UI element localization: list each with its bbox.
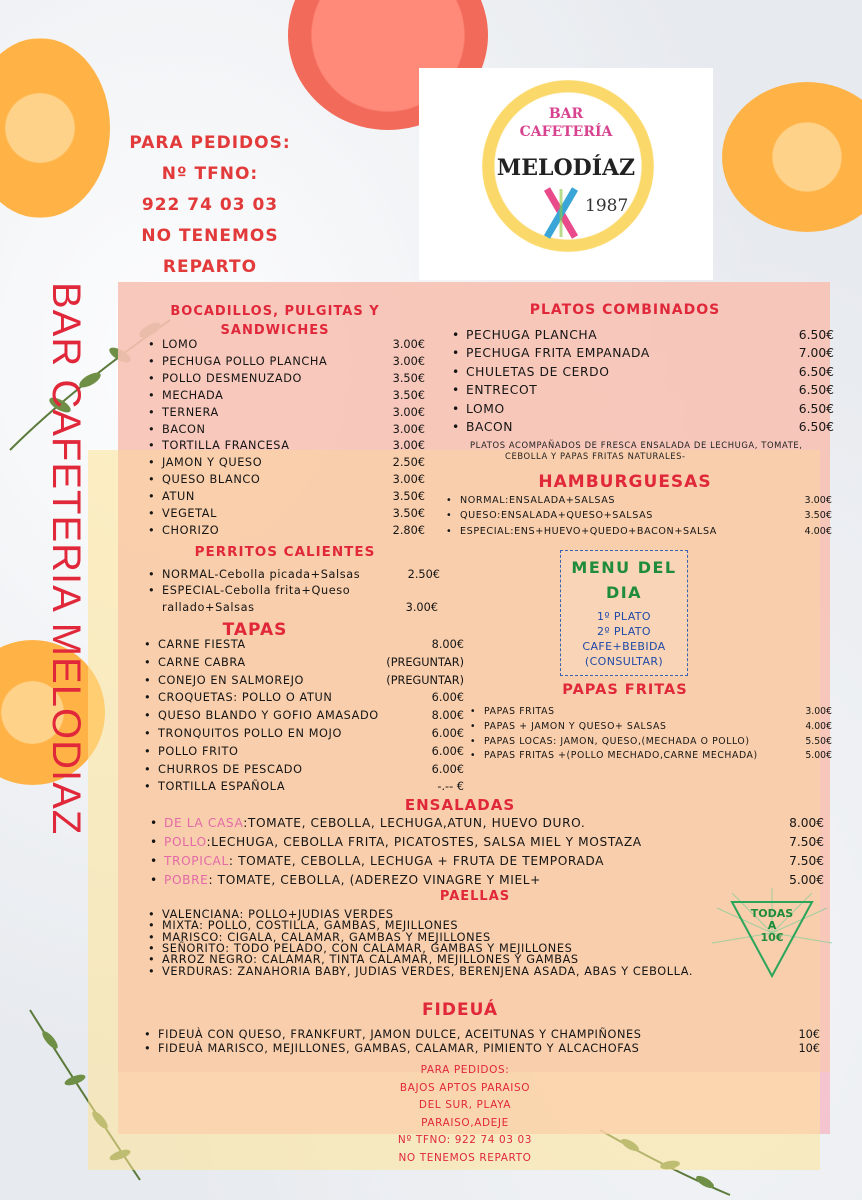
item-name: MARISCO: CIGALA, CALAMAR, GAMBAS Y MEJILLONES — [162, 930, 491, 944]
list-item — [144, 709, 379, 722]
item-price: 6.00€ — [431, 744, 464, 758]
salad-label: DE LA CASA — [164, 816, 244, 830]
bullet-icon: • — [144, 1042, 152, 1055]
menu-title-line: MENU DEL — [571, 558, 677, 577]
bullet-icon: • — [148, 371, 156, 385]
bullet-icon: • — [470, 750, 477, 762]
item-name: CROQUETAS: POLLO O ATUN — [158, 691, 333, 705]
badge-line: A — [767, 919, 777, 932]
item-price: 4.00€ — [804, 525, 832, 537]
list-item — [148, 355, 327, 368]
list-item — [144, 727, 342, 740]
bullet-icon: • — [148, 953, 156, 967]
list-item — [452, 346, 650, 360]
list-item — [148, 490, 195, 503]
item-name: CONEJO EN SALMOREJO — [158, 673, 305, 687]
bullet-icon: • — [148, 964, 156, 978]
item-name: LOMO — [162, 338, 198, 351]
salad-description: : TOMATE, CEBOLLA, (ADEREZO VINAGRE Y MIEL+ — [208, 873, 541, 887]
bullet-icon: • — [148, 338, 156, 351]
item-price: 3.50€ — [392, 490, 425, 504]
item-name: PAPAS LOCAS: JAMON, QUESO,(MECHADA O POLLO) — [484, 735, 750, 747]
bullet-icon: • — [144, 762, 152, 776]
bullet-icon: • — [148, 507, 156, 520]
bullet-icon: • — [452, 401, 460, 416]
bullet-icon: • — [150, 854, 158, 868]
item-name: BACON — [466, 420, 514, 434]
item-price: 3.00€ — [392, 422, 425, 436]
footer-line: PARA PEDIDOS: — [420, 1064, 510, 1076]
item-price: 3.00€ — [392, 439, 425, 453]
orders-line: Nº TFNO: — [161, 164, 259, 184]
bullet-icon: • — [148, 919, 156, 933]
menu-del-dia-box — [560, 550, 688, 676]
item-name: CHURROS DE PESCADO — [158, 762, 303, 776]
list-item — [148, 456, 262, 469]
item-name: QUESO BLANDO Y GOFIO AMASADO — [158, 709, 379, 723]
section-title-paellas: PAELLAS — [439, 889, 511, 904]
list-item — [150, 835, 642, 849]
section-title-tapas: TAPAS — [222, 620, 288, 640]
item-name: NORMAL-Cebolla picada+Salsas — [162, 568, 361, 581]
item-price: 3.00€ — [392, 405, 425, 419]
item-name: PAPAS + JAMON Y QUESO+ SALSAS — [484, 720, 667, 732]
section-title-ensaladas: ENSALADAS — [404, 796, 516, 814]
menu-item: 2º PLATO — [597, 625, 651, 638]
item-name: PAPAS FRITAS +(POLLO MECHADO,CARNE MECHADA) — [484, 750, 758, 762]
item-price: 5.50€ — [805, 735, 832, 747]
item-price: 6.50€ — [798, 383, 834, 398]
bullet-icon: • — [470, 706, 477, 717]
list-item — [452, 383, 537, 397]
item-name: POLLO FRITO — [158, 744, 239, 758]
item-name: ATUN — [162, 490, 195, 504]
item-name: PECHUGA POLLO PLANCHA — [162, 354, 328, 368]
item-price: 3.50€ — [392, 371, 425, 385]
footer-line: BAJOS APTOS PARAISO — [399, 1081, 531, 1094]
item-name: ENTRECOT — [466, 383, 538, 398]
bullet-icon: • — [148, 456, 156, 470]
list-item: • ESPECIAL-Cebolla frita+Queso — [148, 584, 351, 597]
bullet-icon: • — [144, 744, 152, 758]
item-name: JAMON Y QUESO — [162, 456, 263, 470]
bullet-icon: • — [148, 439, 156, 453]
item-name: ESPECIAL:ENS+HUEVO+QUEDO+BACON+SALSA — [460, 525, 717, 537]
orders-line: NO TENEMOS — [141, 226, 279, 246]
list-item — [144, 1042, 639, 1055]
item-price: 6.50€ — [798, 328, 834, 342]
platos-note: PLATOS ACOMPAÑADOS DE FRESCA ENSALADA DE LECHUGA, TOMATE, — [470, 440, 803, 450]
salad-label: POLLO — [164, 835, 207, 849]
list-item — [148, 965, 693, 978]
salad-label: POBRE — [164, 873, 209, 887]
item-price: 3.00€ — [405, 601, 438, 614]
item-price: 4.00€ — [805, 720, 832, 732]
footer-line: Nº TFNO: 922 74 03 03 — [397, 1134, 533, 1146]
list-item — [144, 638, 246, 651]
bullet-icon: • — [452, 364, 460, 379]
item-price: (PREGUNTAR) — [386, 655, 464, 669]
orders-info-footer — [360, 1062, 570, 1167]
bullet-icon: • — [148, 908, 156, 921]
bullet-icon: • — [144, 709, 152, 723]
logo-bar-text: BAR — [548, 106, 584, 122]
list-item — [144, 763, 303, 776]
list-item — [144, 745, 238, 758]
bullet-icon: • — [148, 473, 156, 487]
list-item — [144, 674, 304, 687]
item-name: NORMAL:ENSALADA+SALSAS — [460, 495, 616, 506]
list-item: • NORMAL-Cebolla picada+Salsas — [148, 568, 361, 581]
bullet-icon: • — [144, 691, 152, 705]
list-item — [446, 526, 717, 537]
item-price: 7.50€ — [789, 835, 824, 849]
vertical-title: BAR CAFETERIA MELODIAZ — [44, 282, 88, 836]
list-item — [148, 423, 206, 436]
item-name: FIDEUÀ CON QUESO, FRANKFURT, JAMON DULCE, ACEITUNAS Y CHAMPIÑONES — [158, 1028, 642, 1041]
badge-line: TODAS — [750, 907, 794, 920]
bullet-icon: • — [148, 388, 156, 402]
salad-description: : TOMATE, CEBOLLA, LECHUGA + FRUTA DE TEMPORADA — [228, 854, 605, 868]
list-item — [470, 721, 666, 732]
item-name-continued: rallado+Salsas — [162, 601, 255, 614]
item-name: SEÑORITO: TODO PELADO, CON CALAMAR, GAMBAS Y MEJILLONES — [162, 941, 573, 955]
footer-line: DEL SUR, PLAYA — [418, 1099, 512, 1111]
list-item — [150, 854, 604, 868]
item-price: 3.50€ — [392, 388, 425, 402]
menu-del-dia-title — [561, 555, 687, 605]
price-badge-text — [732, 908, 812, 944]
logo-cafeteria-text: CAFETERÍA — [519, 124, 613, 140]
list-item — [446, 495, 615, 506]
bullet-icon: • — [452, 420, 460, 434]
section-title-line: SANDWICHES — [220, 323, 330, 338]
fork-knife-icon — [543, 185, 579, 241]
item-name: POLLO DESMENUZADO — [162, 371, 303, 385]
bullet-icon: • — [144, 1028, 152, 1041]
item-name: BACON — [162, 422, 206, 436]
section-title-perritos: PERRITOS CALIENTES — [194, 544, 376, 560]
item-price: 8.00€ — [789, 816, 824, 830]
section-title-papas: PAPAS FRITAS — [562, 682, 688, 698]
list-item — [148, 389, 223, 402]
footer-line: NO TENEMOS REPARTO — [398, 1151, 532, 1164]
item-price: 10€ — [798, 1042, 820, 1055]
bullet-icon: • — [144, 655, 152, 669]
bullet-icon: • — [148, 490, 156, 504]
menu-title-line: DIA — [605, 583, 643, 602]
list-item — [470, 706, 555, 717]
bullet-icon: • — [446, 510, 453, 522]
item-price: 3.00€ — [392, 354, 425, 368]
section-title-bocadillos — [150, 302, 400, 340]
item-price: 2.50€ — [407, 568, 440, 581]
list-item — [446, 510, 653, 521]
list-item — [144, 1028, 642, 1041]
list-item — [148, 507, 217, 520]
item-name: TORTILLA FRANCESA — [162, 439, 290, 453]
bullet-icon: • — [144, 727, 152, 740]
salad-label: TROPICAL — [164, 854, 229, 868]
item-name: FIDEUÀ MARISCO, MEJILLONES, GAMBAS, CALAMAR, PIMIENTO Y ALCACHOFAS — [158, 1042, 640, 1055]
list-item — [144, 780, 285, 793]
section-title-hamburguesas: HAMBURGUESAS — [538, 472, 712, 492]
salad-description: :TOMATE, CEBOLLA, LECHUGA,ATUN, HUEVO DURO. — [243, 816, 586, 830]
footer-line: PARAISO,ADEJE — [421, 1116, 509, 1129]
list-item — [452, 328, 597, 342]
item-price: 3.00€ — [804, 495, 832, 506]
list-item — [144, 691, 332, 704]
item-price: 7.00€ — [798, 346, 834, 361]
item-name: ARROZ NEGRO: CALAMAR, TINTA CALAMAR, MEJILLONES Y GAMBAS — [162, 953, 579, 967]
item-name: PAPAS FRITAS — [484, 706, 555, 717]
menu-item: 1º PLATO — [597, 610, 651, 623]
list-item — [150, 873, 541, 887]
item-price: 8.00€ — [431, 709, 464, 723]
list-item — [470, 736, 750, 747]
item-price: 3.50€ — [392, 507, 425, 520]
list-item — [148, 372, 302, 385]
item-name: PECHUGA PLANCHA — [466, 328, 598, 342]
item-price: 6.00€ — [431, 691, 464, 705]
item-name: CARNE FIESTA — [158, 638, 246, 651]
item-name: VEGETAL — [162, 507, 218, 520]
bullet-icon: • — [148, 523, 156, 537]
orders-line: REPARTO — [162, 257, 258, 277]
item-name: VERDURAS: ZANAHORIA BABY, JUDIAS VERDES, BERENJENA ASADA, ABAS Y CEBOLLA. — [162, 964, 694, 978]
bullet-icon: • — [446, 495, 453, 506]
item-name: PECHUGA FRITA EMPANADA — [466, 346, 650, 361]
bullet-icon: • — [144, 673, 152, 687]
item-price: 6.00€ — [431, 727, 464, 740]
item-price: 8.00€ — [431, 638, 464, 651]
orders-info-top — [110, 128, 310, 283]
list-item — [144, 656, 246, 669]
section-title-fideua: FIDEUÁ — [421, 1000, 499, 1020]
list-item — [452, 365, 610, 379]
bullet-icon: • — [148, 405, 156, 419]
item-name: CARNE CABRA — [158, 655, 246, 669]
item-price: -.-- € — [437, 780, 464, 794]
salad-description: :LECHUGA, CEBOLLA FRITA, PICATOSTES, SALSA MIEL Y MOSTAZA — [206, 835, 642, 849]
bullet-icon: • — [452, 383, 460, 398]
bullet-icon: • — [150, 873, 158, 887]
orders-line: PARA PEDIDOS: — [129, 133, 291, 153]
item-name: ESPECIAL-Cebolla frita+Queso — [162, 584, 351, 597]
item-name: MECHADA — [162, 388, 224, 402]
item-price: 6.50€ — [798, 420, 834, 434]
section-title-platos: PLATOS COMBINADOS — [529, 302, 721, 318]
item-name: QUESO:ENSALADA+QUESO+SALSAS — [460, 510, 653, 522]
badge-line: 10€ — [760, 931, 784, 944]
item-price: 3.00€ — [392, 473, 425, 487]
menu-item: (CONSULTAR) — [584, 655, 664, 668]
item-price: 6.00€ — [431, 762, 464, 776]
bullet-icon: • — [148, 941, 156, 955]
item-name: TRONQUITOS POLLO EN MOJO — [158, 727, 342, 740]
orders-phone: 922 74 03 03 — [141, 195, 279, 215]
list-item — [148, 439, 290, 452]
logo-card — [419, 68, 713, 280]
item-name: TORTILLA ESPAÑOLA — [158, 780, 286, 794]
item-name: MIXTA: POLLO, COSTILLA, GAMBAS, MEJILLONES — [162, 919, 459, 933]
item-price: 2.50€ — [392, 456, 425, 470]
item-name: CHULETAS DE CERDO — [466, 364, 610, 379]
bullet-icon: • — [148, 422, 156, 436]
item-price: 3.00€ — [392, 338, 425, 351]
item-name: VALENCIANA: POLLO+JUDIAS VERDES — [162, 908, 394, 921]
item-price: 5.00€ — [805, 750, 832, 762]
item-price: 3.00€ — [805, 706, 832, 717]
item-price: 7.50€ — [789, 854, 824, 868]
logo-year: 1987 — [585, 196, 629, 216]
bullet-icon: • — [150, 835, 158, 849]
list-item — [150, 816, 585, 830]
item-price: 6.50€ — [798, 364, 834, 379]
menu-item: CAFE+BEBIDA — [582, 640, 666, 653]
item-price: 10€ — [798, 1028, 820, 1041]
bullet-icon: • — [470, 720, 477, 732]
bullet-icon: • — [144, 638, 152, 651]
item-name: CHORIZO — [162, 523, 220, 537]
list-item — [148, 338, 198, 351]
bullet-icon: • — [148, 354, 156, 368]
item-price: 2.80€ — [392, 523, 425, 537]
bullet-icon: • — [150, 816, 158, 830]
list-item — [148, 473, 260, 486]
item-name: LOMO — [466, 401, 505, 416]
bullet-icon: • — [470, 735, 477, 747]
list-item — [148, 406, 219, 419]
list-item — [452, 402, 505, 416]
bullet-icon: • — [148, 930, 156, 944]
list-item — [148, 524, 219, 537]
item-name: QUESO BLANCO — [162, 473, 261, 487]
item-price: (PREGUNTAR) — [386, 673, 464, 687]
bullet-icon: • — [452, 346, 460, 361]
logo-name: MELODÍAZ — [496, 155, 636, 181]
list-item — [452, 420, 513, 434]
bullet-icon: • — [452, 328, 460, 342]
list-item — [470, 750, 758, 761]
bullet-icon: • — [144, 780, 152, 794]
item-price: 6.50€ — [798, 401, 834, 416]
item-price: 3.50€ — [804, 510, 832, 522]
platos-note: CEBOLLA Y PAPAS FRITAS NATURALES- — [505, 451, 686, 461]
bullet-icon: • — [446, 525, 453, 537]
item-price: 5.00€ — [789, 873, 824, 887]
section-title-line: BOCADILLOS, PULGITAS Y — [170, 304, 380, 319]
item-name: TERNERA — [162, 405, 219, 419]
